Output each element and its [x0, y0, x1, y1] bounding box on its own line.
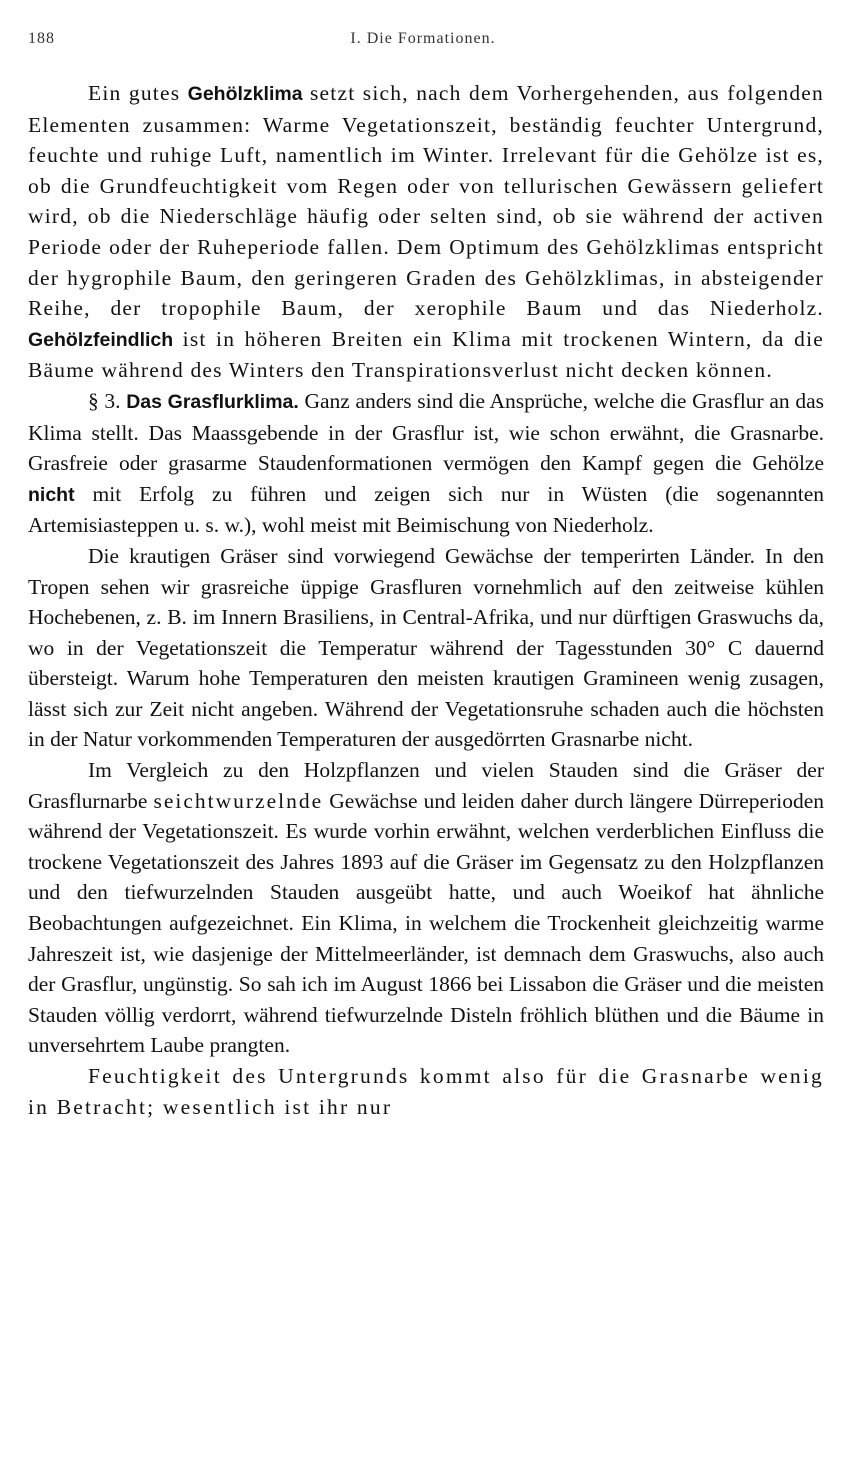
- page-number: 188: [28, 30, 55, 47]
- paragraph-holzpflanzen: [28, 755, 824, 1061]
- paragraph-krautige-graeser: Die krautigen Gräser sind vorwiegend Gewächse der temperirten Länder. In den Tropen sehen wir grasreiche üppige Grasfluren vornehmlich auf den zeitweise kühlen Hochebenen, z. B. im Innern Brasiliens, in Central-Afrika, und nur dürftigen Graswuchs da, wo in der Vegetationszeit die Temperatur während der Tagesstunden 30° C dauernd übersteigt. Warum hohe Temperaturen den meisten krautigen Gramineen wenig zusagen, lässt sich zur Zeit nicht angeben. Während der Vegetationsruhe schaden auch die höchsten in der Natur vorkommenden Temperaturen der ausgedörrten Grasnarbe nicht.: [28, 543, 824, 752]
- body-text: [28, 78, 824, 1122]
- text-run: Gewächse und leiden daher durch längere Dürreperioden während der Vegetationszeit. Es wurde vorhin erwähnt, welchen verderblichen Einfluss die trockene Vegetationszeit des Jahres 1893 auf die Gräser im Gegensatz zu den Holzpflanzen und den tiefwurzelnden Stauden ausgeübt hatte, und auch Woeikof hat ähnliche Beobachtungen aufgezeichnet. Ein Klima, in welchem die Trockenheit gleichzeitig warme Jahreszeit ist, wie dasjenige der Mittelmeerländer, ist demnach dem Graswuchs, also auch der Grasflur, ungünstig. So sah ich im August 1866 bei Lissabon die Gräser und die meisten Stauden völlig verdorrt, während tiefwurzelnde Disteln fröhlich blüthen und die Bäume in unversehrtem Laube prangten.: [28, 788, 824, 1058]
- bold-term: nicht: [28, 483, 75, 506]
- section-number: § 3.: [88, 388, 127, 413]
- bold-term: Gehölzfeindlich: [28, 328, 174, 351]
- spaced-term: seichtwurzelnde: [153, 788, 324, 813]
- paragraph-gehoelzklima: [28, 78, 824, 386]
- paragraph-feuchtigkeit: Feuchtigkeit des Untergrunds kommt also für die Grasnarbe wenig in Betracht; wesentlich ist ihr nur: [28, 1064, 824, 1119]
- page-header: [28, 30, 818, 52]
- text-run: ist in höheren Breiten ein Klima mit trockenen Wintern, da die Bäume während des Winters den Transpirationsverlust nicht decken können.: [28, 326, 824, 383]
- section-heading: Das Grasflurklima.: [126, 390, 299, 413]
- text-run: Ein gutes: [88, 81, 188, 105]
- text-run: mit Erfolg zu führen und zeigen sich nur in Wüsten (die sogenannten Artemisiasteppen u. s. w.), wohl meist mit Beimischung von Niederholz.: [28, 481, 824, 538]
- text-run: Ganz anders sind die Ansprüche, welche die Grasflur an das Klima stellt. Das Maassgebende in der Grasflur ist, wie schon erwähnt, die Grasnarbe. Grasfreie oder grasarme Staudenformationen vermögen den Kampf gegen die Gehölze: [28, 388, 824, 476]
- paragraph-grasflurklima: [28, 386, 824, 541]
- running-title: I. Die Formationen.: [350, 30, 496, 47]
- text-run: Im Vergleich zu den Holzpflanzen und vielen Stauden sind die Gräser der Grasflurnarbe: [28, 758, 824, 813]
- bold-term: Gehölzklima: [187, 83, 303, 105]
- text-run: setzt sich, nach dem Vorhergehenden, aus folgenden Elementen zusammen: Warme Vegetationszeit, beständig feuchter Untergrund, feuchte und ruhige Luft, namentlich im Winter. Irrelevant für die Gehölze ist es, ob die Grundfeuchtigkeit vom Regen oder von tellurischen Gewässern geliefert wird, ob die Niederschläge häufig oder selten sind, ob sie während der activen Periode oder der Ruheperiode fallen. Dem Optimum des Gehölzklimas entspricht der hygrophile Baum, den geringeren Graden des Gehölzklimas, in absteigender Reihe, der tropophile Baum, der xerophile Baum und das Niederholz.: [28, 81, 824, 321]
